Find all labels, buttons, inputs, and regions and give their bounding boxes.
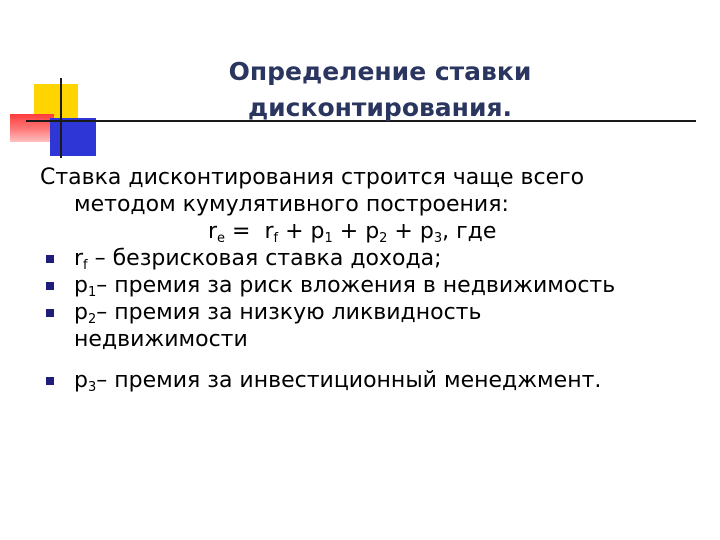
bullet-text: – безрисковая ставка дохода;	[87, 246, 442, 271]
formula-p3-sub: 3	[433, 231, 443, 246]
formula-rf-base: r	[264, 219, 274, 244]
formula-p1-base: p	[310, 219, 325, 244]
bullet-var-base: r	[74, 246, 84, 271]
list-item-rf	[40, 245, 700, 272]
intro-line-1: Ставка дисконтирования строится чаще всего	[40, 165, 585, 190]
list-item-p2	[40, 299, 700, 353]
bullet-var-base: p	[74, 273, 88, 298]
formula-line	[40, 218, 700, 245]
formula-tail: , где	[442, 219, 497, 244]
bullet-var-sub: f	[83, 258, 88, 273]
bullet-text: – премия за низкую ликвидность	[96, 300, 482, 325]
bullet-text-continuation: недвижимости	[74, 327, 248, 352]
square-bullet-icon	[46, 377, 54, 385]
slide-title	[150, 54, 610, 126]
bullet-var-sub: 1	[87, 285, 97, 300]
list-item-p3	[40, 367, 700, 394]
formula-plus-2: +	[332, 219, 366, 244]
decor-blue-square	[50, 118, 96, 156]
formula-rf-sub: f	[273, 231, 279, 246]
decor-vertical-line	[60, 78, 62, 158]
decor-red-square	[10, 114, 54, 142]
title-line-2: дисконтирования.	[247, 93, 513, 122]
formula-re-base: r	[208, 219, 218, 244]
formula-p2-base: p	[365, 219, 380, 244]
formula-equals: =	[225, 219, 265, 244]
bullet-text: – премия за инвестиционный менеджмент.	[96, 368, 602, 393]
formula-plus-3: +	[387, 219, 420, 244]
slide-body	[40, 164, 700, 394]
bullet-var-sub: 2	[87, 312, 97, 327]
formula-p3-base: p	[419, 219, 434, 244]
formula-plus-1: +	[278, 219, 311, 244]
formula-p1-sub: 1	[324, 231, 333, 246]
bullet-var-sub: 3	[87, 380, 97, 395]
square-bullet-icon	[46, 309, 54, 317]
intro-line-2: методом кумулятивного построения:	[74, 192, 509, 217]
bullet-var-base: p	[74, 368, 88, 393]
bullet-text: – премия за риск вложения в недвижимость	[96, 273, 616, 298]
formula-p2-sub: 2	[379, 231, 388, 246]
bullet-var-base: p	[74, 300, 88, 325]
square-bullet-icon	[46, 282, 54, 290]
formula-re-sub: e	[217, 231, 226, 246]
list-item-p1	[40, 272, 700, 299]
title-line-1: Определение ставки	[228, 57, 532, 86]
square-bullet-icon	[46, 255, 54, 263]
